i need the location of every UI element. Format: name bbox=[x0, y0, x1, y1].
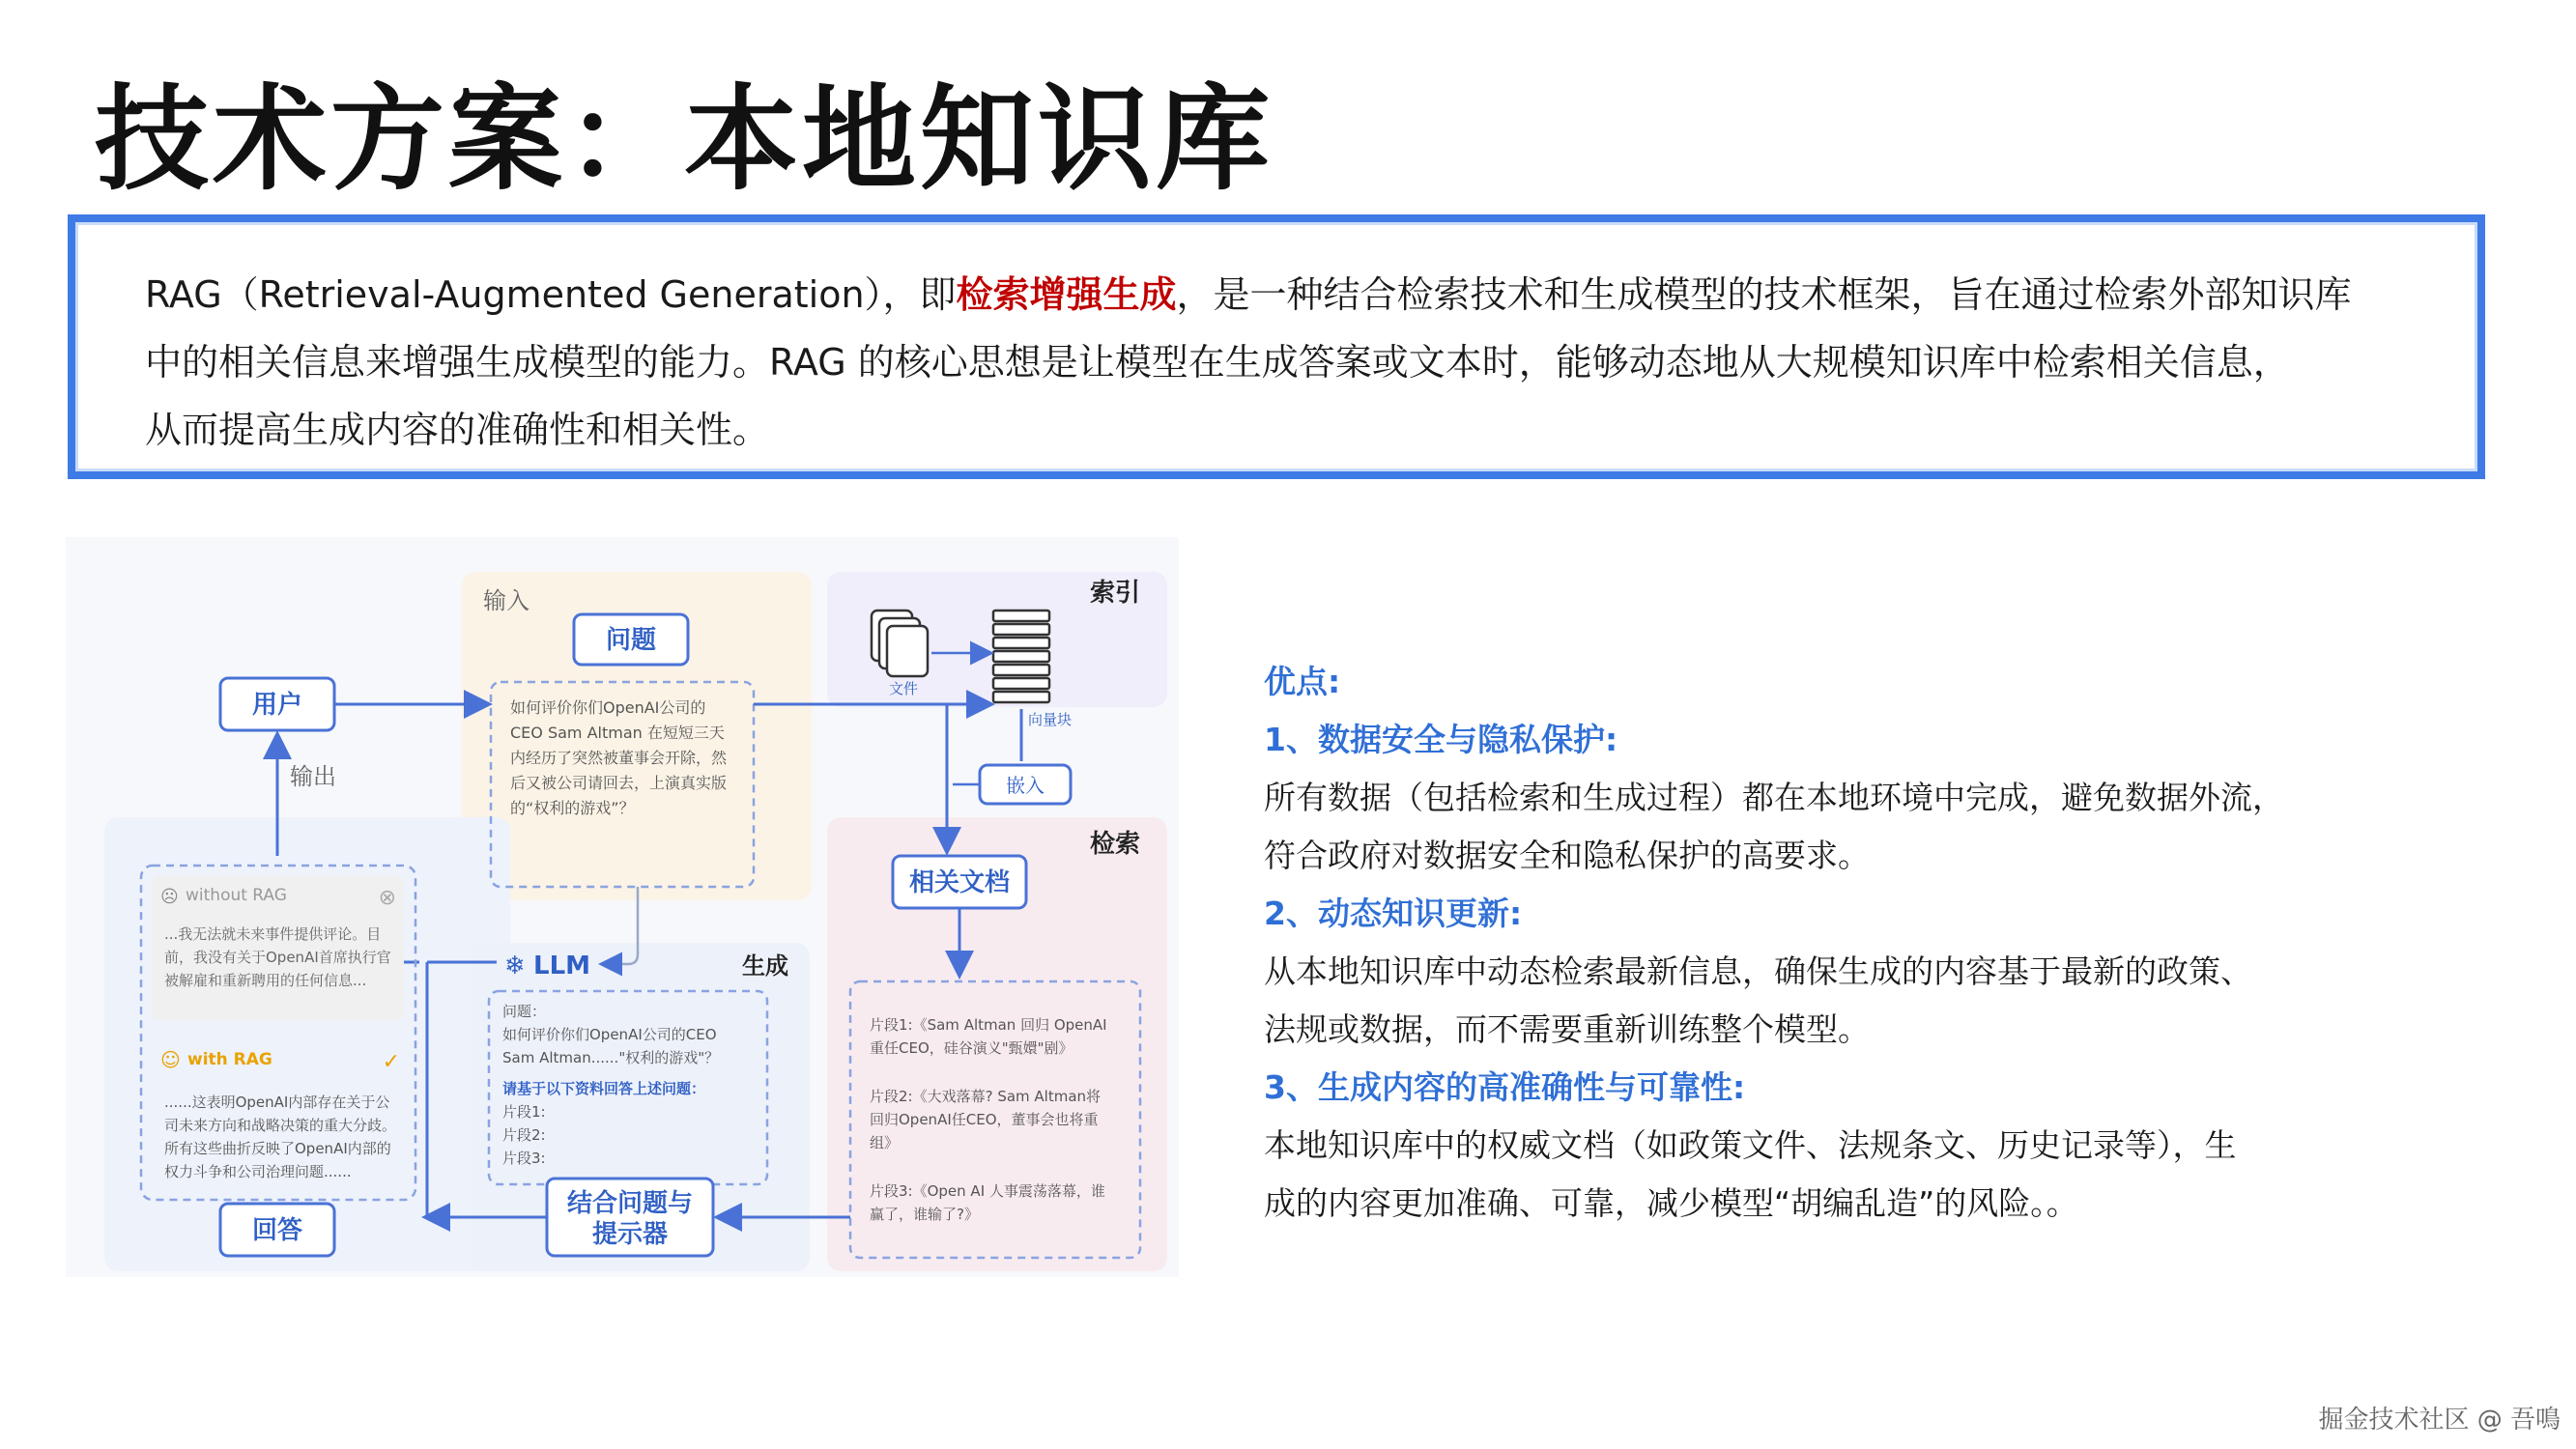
chunk-1-line-1: 片段1:《Sam Altman 回归 OpenAI bbox=[870, 1016, 1107, 1034]
chunk-2-line-3: 组》 bbox=[870, 1134, 900, 1151]
embed-label: 嵌入 bbox=[1006, 774, 1045, 797]
check-icon: ✓ bbox=[382, 1050, 400, 1074]
question-line-5: 的“权利的游戏”？ bbox=[510, 799, 635, 817]
index-title: 索引 bbox=[1090, 579, 1141, 608]
pros-item-2-title: 2、动态知识更新: bbox=[1264, 895, 1523, 932]
prompt-line-6: 片段2: bbox=[502, 1126, 546, 1144]
gen-title: 生成 bbox=[742, 952, 788, 980]
chunk-1-line-2: 重任CEO，硅谷演义"甄嬛"剧》 bbox=[870, 1039, 1073, 1057]
prompt-line-1: 问题： bbox=[502, 1003, 547, 1020]
pros-item-3-line-2: 成的内容更加准确、可靠，减少模型“胡编乱造”的风险。。 bbox=[1264, 1184, 2078, 1222]
output-label: 输出 bbox=[290, 763, 336, 790]
question-line-4: 后又被公司请回去，上演真实版 bbox=[510, 774, 728, 792]
pros-item-3-line-1: 本地知识库中的权威文档（如政策文件、法规条文、历史记录等），生 bbox=[1264, 1126, 2237, 1164]
intro-line-1-start: RAG（Retrieval-Augmented Generation），即 bbox=[145, 273, 957, 316]
smile-face-icon: ☺ bbox=[160, 1048, 181, 1071]
llm-snowflake-icon: ❄ bbox=[504, 952, 526, 980]
question-line-1: 如何评价你们OpenAI公司的 bbox=[510, 698, 706, 717]
without-rag-line-2: 前，我没有关于OpenAI首席执行官 bbox=[164, 949, 391, 966]
intro-line-2: 中的相关信息来增强生成模型的能力。RAG 的核心思想是让模型在生成答案或文本时，能够动态地从大规模知识库中检索相关信息， bbox=[145, 341, 2290, 384]
page-title: 技术方案：本地知识库 bbox=[95, 72, 1274, 206]
docs-label: 相关文档 bbox=[908, 868, 1011, 897]
with-rag-line-3: 所有这些曲折反映了OpenAI内部的 bbox=[164, 1140, 391, 1157]
advantages-list bbox=[1264, 653, 2327, 1233]
intro-line-1 bbox=[145, 261, 2464, 328]
without-rag-label: without RAG bbox=[186, 886, 287, 905]
pros-item-2-line-1: 从本地知识库中动态检索最新信息，确保生成的内容基于最新的政策、 bbox=[1264, 952, 2252, 990]
retrieval-title: 检索 bbox=[1090, 830, 1141, 859]
without-rag-line-3: 被解雇和重新聘用的任何信息... bbox=[164, 972, 367, 989]
pros-item-1-title: 1、数据安全与隐私保护: bbox=[1264, 721, 1618, 758]
rag-diagram-svg bbox=[66, 537, 1179, 1277]
question-line-2: CEO Sam Altman 在短短三天 bbox=[510, 724, 725, 742]
pros-heading: 优点: bbox=[1264, 663, 1341, 700]
cross-icon: ⊗ bbox=[378, 886, 396, 910]
chunk-3-line-1: 片段3:《Open AI 人事震荡落幕，谁 bbox=[870, 1182, 1105, 1200]
vector-stack-icon bbox=[993, 611, 1049, 702]
intro-box bbox=[68, 214, 2485, 479]
llm-label: LLM bbox=[533, 952, 591, 980]
with-rag-label: with RAG bbox=[187, 1050, 272, 1069]
chunks-text bbox=[870, 1016, 1107, 1223]
without-rag-line-1: ...我无法就未来事件提供评论。目 bbox=[164, 925, 382, 943]
intro-text bbox=[145, 261, 2464, 464]
file-label: 文件 bbox=[889, 680, 919, 697]
intro-line-1-end: ，是一种结合检索技术和生成模型的技术框架，旨在通过检索外部知识库 bbox=[1176, 273, 2352, 316]
footer-watermark: 掘金技术社区 @ 吾鳴 bbox=[2318, 1406, 2561, 1435]
file-icon bbox=[872, 611, 928, 676]
with-rag-line-4: 权力斗争和公司治理问题...... bbox=[164, 1163, 352, 1180]
pros-item-1-line-2: 符合政府对数据安全和隐私保护的高要求。 bbox=[1264, 837, 1870, 874]
without-rag-text bbox=[164, 925, 391, 989]
answer-label: 回答 bbox=[251, 1216, 303, 1245]
pros-item-2-line-2: 法规或数据，而不需要重新训练整个模型。 bbox=[1264, 1010, 1870, 1048]
question-line-3: 内经历了突然被董事会开除，然 bbox=[510, 749, 728, 767]
intro-highlight: 检索增强生成 bbox=[956, 273, 1177, 316]
chunk-2-line-1: 片段2:《大戏落幕? Sam Altman将 bbox=[870, 1088, 1102, 1105]
prompt-line-4: 请基于以下资料回答上述问题： bbox=[502, 1080, 706, 1097]
combine-label-2: 提示器 bbox=[591, 1220, 669, 1249]
rag-diagram bbox=[66, 537, 1179, 1277]
intro-line-3: 从而提高生成内容的准确性和相关性。 bbox=[145, 409, 770, 451]
with-rag-line-1: ......这表明OpenAI内部存在关于公 bbox=[164, 1094, 390, 1111]
vector-label: 向量块 bbox=[1028, 711, 1073, 728]
input-label: 输入 bbox=[483, 587, 530, 614]
prompt-line-5: 片段1: bbox=[502, 1103, 546, 1121]
chunk-2-line-2: 回归OpenAI任CEO，董事会也将重 bbox=[870, 1111, 1099, 1128]
combine-label-1: 结合问题与 bbox=[566, 1189, 694, 1218]
prompt-line-7: 片段3: bbox=[502, 1150, 546, 1167]
user-label: 用户 bbox=[251, 691, 303, 720]
prompt-line-3: Sam Altman......"权利的游戏"？ bbox=[502, 1049, 720, 1066]
with-rag-line-2: 司未来方向和战略决策的重大分歧。 bbox=[164, 1117, 397, 1134]
pros-item-3-title: 3、生成内容的高准确性与可靠性: bbox=[1264, 1068, 1746, 1106]
sad-face-icon: ☹ bbox=[160, 887, 179, 907]
chunk-3-line-2: 赢了，谁输了?》 bbox=[870, 1206, 979, 1223]
pros-item-1-line-1: 所有数据（包括检索和生成过程）都在本地环境中完成，避免数据外流， bbox=[1264, 779, 2284, 816]
prompt-line-2: 如何评价你们OpenAI公司的CEO bbox=[502, 1026, 717, 1043]
question-label: 问题 bbox=[605, 626, 657, 655]
